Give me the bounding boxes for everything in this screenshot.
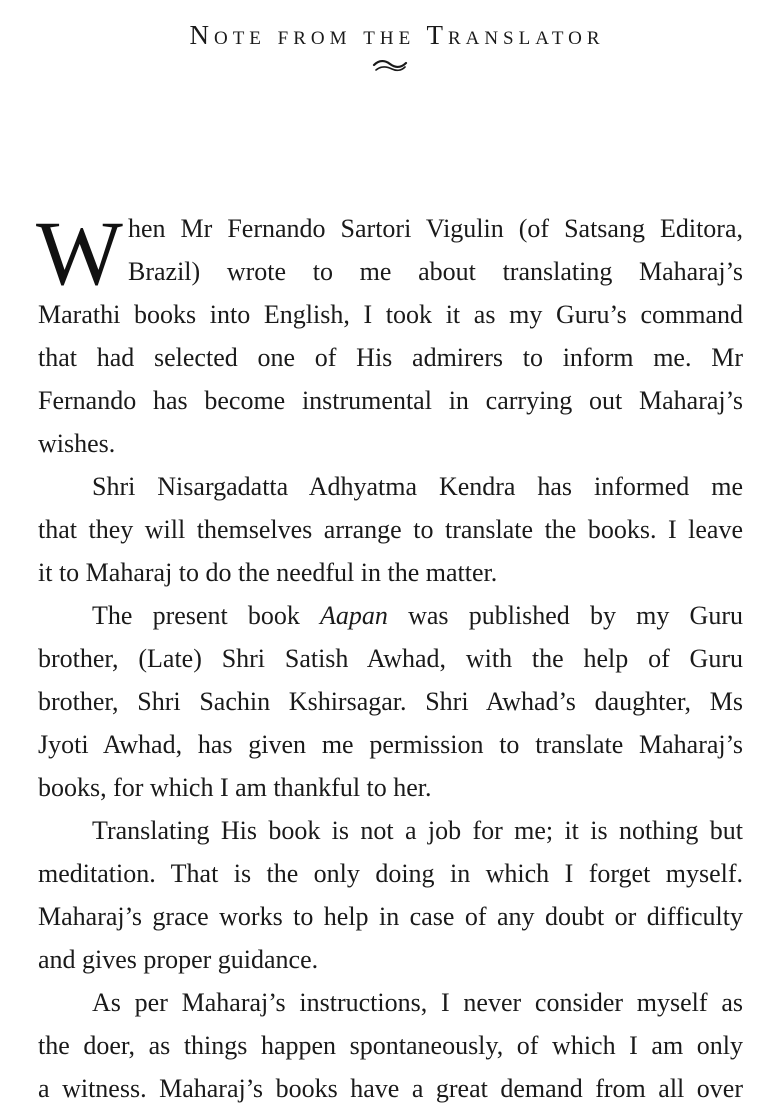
text-line: Fernando has become instrumental in carrying out Maharaj’s xyxy=(38,386,743,415)
document-body xyxy=(36,202,743,1110)
text-line: As per Maharaj’s instructions, I never consider myself as xyxy=(92,988,743,1017)
paragraph-2 xyxy=(38,465,743,594)
text-line-with-italic-title xyxy=(38,594,743,637)
text-line: Brazil) wrote to me about translating Maharaj’s xyxy=(128,257,743,286)
text-fragment: was published by my Guru xyxy=(387,601,743,630)
paragraph-4 xyxy=(38,809,743,981)
swash-ornament-icon xyxy=(370,58,410,74)
text-line: hen Mr Fernando Sartori Vigulin (of Satsang Editora, xyxy=(128,214,743,243)
text-line: Shri Nisargadatta Adhyatma Kendra has informed me xyxy=(92,472,743,501)
book-title-italic: Aapan xyxy=(320,601,388,630)
text-line: meditation. That is the only doing in which I forget myself. xyxy=(38,859,743,888)
page-title: Note from the Translator xyxy=(189,20,605,50)
drop-cap: W xyxy=(36,202,123,304)
text-line: the doer, as things happen spontaneously, of which I am only xyxy=(38,1031,743,1060)
text-line: wishes. xyxy=(38,429,116,458)
text-line: Translating His book is not a job for me; it is nothing but xyxy=(92,816,743,845)
text-line: it to Maharaj to do the needful in the matter. xyxy=(38,558,498,587)
text-line: that they will themselves arrange to translate the books. I leave xyxy=(38,515,743,544)
page-header xyxy=(0,18,780,74)
text-line: Marathi books into English, I took it as my Guru’s command xyxy=(38,300,743,329)
text-line: that had selected one of His admirers to inform me. Mr xyxy=(38,343,743,372)
text-line: books, for which I am thankful to her. xyxy=(38,773,432,802)
text-line: brother, (Late) Shri Satish Awhad, with the help of Guru xyxy=(38,644,743,673)
paragraph-3 xyxy=(38,594,743,809)
paragraph-5 xyxy=(38,981,743,1110)
text-line: Jyoti Awhad, has given me permission to translate Maharaj’s xyxy=(38,730,743,759)
paragraph-1 xyxy=(36,202,743,465)
text-fragment: The present book xyxy=(92,601,321,630)
text-line: and gives proper guidance. xyxy=(38,945,319,974)
text-line: brother, Shri Sachin Kshirsagar. Shri Awhad’s daughter, Ms xyxy=(38,687,743,716)
text-line: a witness. Maharaj’s books have a great demand from all over xyxy=(38,1074,743,1103)
text-line: Maharaj’s grace works to help in case of any doubt or difficulty xyxy=(38,902,743,931)
